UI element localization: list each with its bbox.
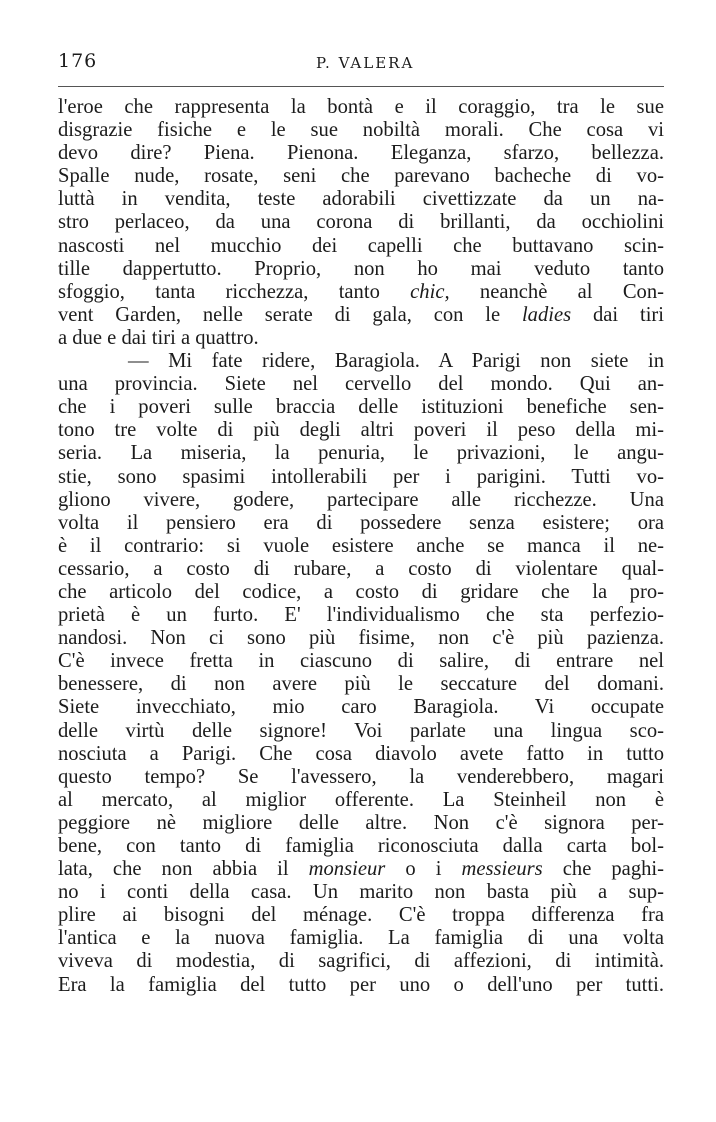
text-line: peggiore nè migliore delle altre. Non c'è signora per- (58, 811, 664, 834)
text-line: C'è invece fretta in ciascuno di salire, di entrare nel (58, 650, 664, 673)
text-line: Spalle nude, rosate, seni che parevano bacheche di vo- (58, 165, 664, 188)
text-line: stie, sono spasimi intollerabili per i parigini. Tutti vo- (58, 465, 664, 488)
text-line: tille dappertutto. Proprio, non ho mai veduto tanto (58, 257, 664, 280)
text-line: no i conti della casa. Un marito non basta più a sup- (58, 881, 664, 904)
text-line: tono tre volte di più degli altri poveri il peso della mi- (58, 419, 664, 442)
text-line: — Mi fate ridere, Baragiola. A Parigi non siete in (128, 350, 664, 373)
text-line: che articolo del codice, a costo di gridare che la pro- (58, 580, 664, 603)
page-number: 176 (58, 50, 98, 72)
text-line (58, 281, 664, 304)
text-line: questo tempo? Se l'avessero, la venderebbero, magari (58, 765, 664, 788)
text-line: disgrazie fisiche e le sue nobiltà morali. Che cosa vi (58, 119, 664, 142)
text-line: a due e dai tiri a quattro. (58, 326, 259, 349)
text-segment: che paghi- (542, 858, 664, 881)
text-line: seria. La miseria, la penuria, le privazioni, le angu- (58, 442, 664, 465)
text-line: nandosi. Non ci sono più fisime, non c'è più pazienza. (58, 627, 664, 650)
text-line: volta il pensiero era di possedere senza esistere; ora (58, 511, 664, 534)
text-line: al mercato, al miglior offerente. La Steinheil non è (58, 788, 664, 811)
text-line: una provincia. Siete nel cervello del mondo. Qui an- (58, 373, 664, 396)
italic-messieurs: messieurs (461, 858, 543, 881)
text-line: benessere, di non avere più le seccature del domani. (58, 673, 664, 696)
text-segment: dai tiri (571, 303, 664, 326)
text-line: bene, con tanto di famiglia riconosciuta dalla carta bol- (58, 835, 664, 857)
text-line: l'antica e la nuova famiglia. La famiglia di una volta (58, 927, 664, 950)
text-line: viveva di modestia, di sagrifici, di affezioni, di intimità. (58, 950, 664, 973)
text-line: luttà in vendita, teste adorabili civettizzate da un na- (58, 188, 664, 211)
page-header (58, 50, 662, 84)
italic-chic: chic, (410, 280, 450, 303)
text-line: nascosti nel mucchio dei capelli che buttavano scin- (58, 234, 664, 257)
text-line: Era la famiglia del tutto per uno o dell'uno per tutti. (58, 973, 664, 996)
italic-ladies: ladies (521, 303, 572, 326)
text-line: gliono vivere, godere, partecipare alle ricchezze. Una (58, 488, 664, 511)
text-line: delle virtù delle signore! Voi parlate una lingua sco- (58, 719, 664, 742)
text-line: Siete invecchiato, mio caro Baragiola. Vi occupate (58, 696, 664, 719)
text-line: è il contrario: si vuole esistere anche se manca il ne- (58, 534, 664, 557)
text-segment: o i (385, 858, 462, 881)
body-text (58, 96, 664, 997)
text-line: l'eroe che rappresenta la bontà e il coraggio, tra le sue (58, 96, 664, 118)
text-line: che i poveri sulle braccia delle istituzioni benefiche sen- (58, 396, 664, 419)
text-line: plire ai bisogni del ménage. C'è troppa differenza fra (58, 904, 664, 927)
text-segment: sfoggio, tanta ricchezza, tanto (58, 280, 411, 303)
running-head: P. VALERA (316, 54, 415, 72)
text-line: stro perlaceo, da una corona di brillanti, da occhiolini (58, 211, 664, 234)
header-rule (58, 86, 664, 87)
text-segment: neanchè al Con- (449, 280, 665, 303)
text-line: prietà è un furto. E' l'individualismo che sta perfezio- (58, 604, 664, 627)
italic-monsieur: monsieur (308, 858, 386, 881)
text-line (58, 304, 664, 327)
text-line: cessario, a costo di rubare, a costo di violentare qual- (58, 557, 664, 580)
text-segment: lata, che non abbia il (58, 858, 309, 881)
text-segment: vent Garden, nelle serate di gala, con le (58, 303, 522, 326)
text-line: devo dire? Piena. Pienona. Eleganza, sfarzo, bellezza. (58, 142, 664, 165)
text-line (58, 858, 664, 881)
text-line: nosciuta a Parigi. Che cosa diavolo avete fatto in tutto (58, 742, 664, 765)
